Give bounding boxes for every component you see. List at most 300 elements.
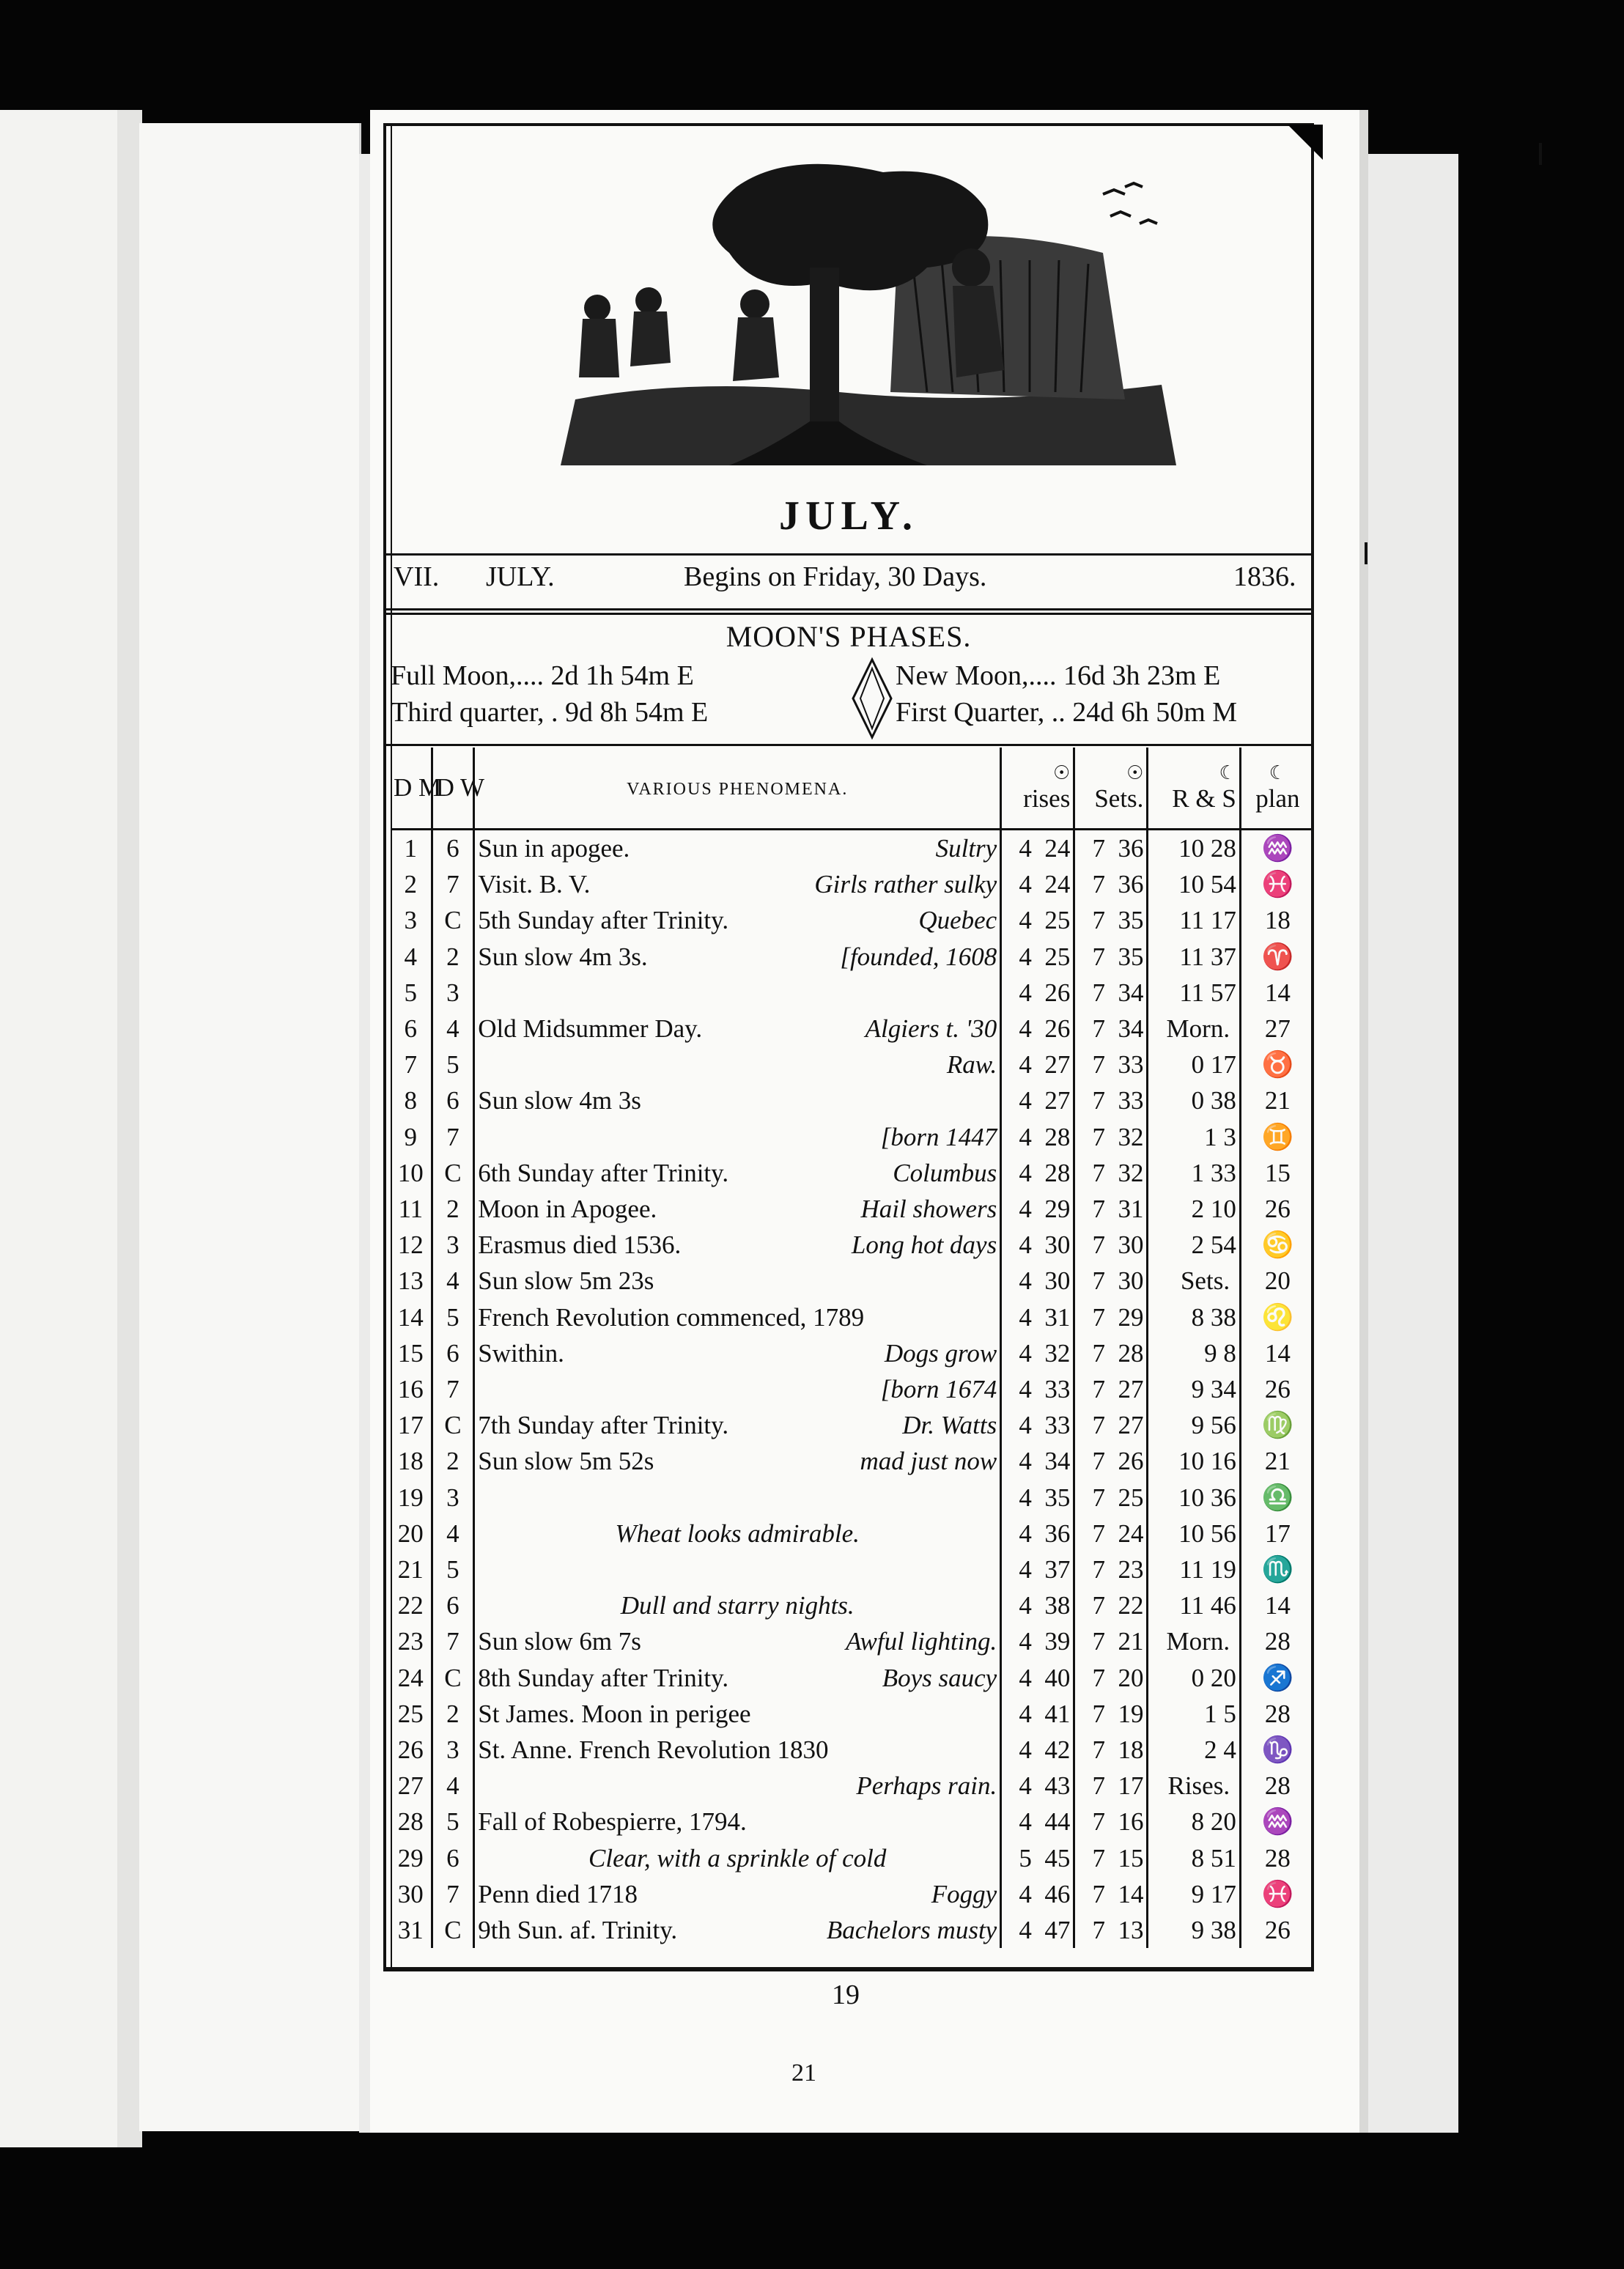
day-of-month: 31 <box>391 1912 432 1948</box>
day-of-week: 4 <box>432 1768 474 1804</box>
moon-place-cell: 26 <box>1264 1916 1291 1945</box>
day-of-week: 7 <box>432 1371 474 1407</box>
harvest-woodcut-illustration <box>546 158 1191 480</box>
moon-rise-set-cell: 10 28 <box>1148 830 1240 867</box>
col-header-sun-sets <box>1074 748 1148 830</box>
moon-place-cell: 18 <box>1264 906 1291 935</box>
moon-place-cell: 14 <box>1264 978 1291 1007</box>
moon-rise-set-cell: 1 33 <box>1148 1155 1240 1191</box>
phenomenon-event: Moon in Apogee. <box>478 1195 657 1224</box>
phenomenon-weather: Quebec <box>918 906 997 935</box>
day-of-month: 10 <box>391 1155 432 1191</box>
day-of-month: 19 <box>391 1480 432 1516</box>
sun-rises-cell: 4 33 <box>1001 1371 1074 1407</box>
sun-rises-cell: 4 25 <box>1001 939 1074 975</box>
sun-sets-cell: 7 35 <box>1074 902 1148 938</box>
day-of-month: 22 <box>391 1587 432 1623</box>
moon-place-cell: ♌ <box>1261 1302 1294 1332</box>
table-row <box>391 866 1314 902</box>
moon-place-cell: 20 <box>1264 1266 1291 1296</box>
day-of-month: 1 <box>391 830 432 867</box>
day-of-week: 7 <box>432 866 474 902</box>
moon-rise-set-cell: 10 56 <box>1148 1516 1240 1552</box>
phenomena-cell <box>474 1263 1001 1299</box>
day-of-month: 14 <box>391 1299 432 1335</box>
phenomena-cell <box>474 975 1001 1011</box>
phenomena-cell <box>474 1732 1001 1768</box>
phenomenon-event: Visit. B. V. <box>478 870 591 899</box>
sun-rises-cell: 4 30 <box>1001 1263 1074 1299</box>
moon-place-cell: ♏ <box>1261 1555 1294 1584</box>
moon-place-cell: 28 <box>1264 1627 1291 1656</box>
moon-plan-label: plan <box>1255 784 1300 813</box>
phenomenon-weather: Long hot days <box>851 1231 997 1260</box>
day-of-month: 16 <box>391 1371 432 1407</box>
moon-rs-label: R & S <box>1172 784 1236 813</box>
moon-place-cell: ♑ <box>1261 1735 1294 1765</box>
day-of-week: 7 <box>432 1119 474 1155</box>
moon-place-cell: 27 <box>1264 1014 1291 1044</box>
day-of-month: 27 <box>391 1768 432 1804</box>
sun-sets-cell: 7 13 <box>1074 1912 1148 1948</box>
rule <box>386 553 1311 556</box>
sun-sets-cell: 7 33 <box>1074 1047 1148 1082</box>
phenomenon-weather: Wheat looks admirable. <box>615 1519 860 1548</box>
moon-rise-set-cell: 1 5 <box>1148 1696 1240 1732</box>
sun-sets-cell: 7 25 <box>1074 1480 1148 1516</box>
moon-rise-set-cell: 8 20 <box>1148 1804 1240 1840</box>
phenomenon-weather: Foggy <box>931 1879 997 1908</box>
moon-place-cell: 21 <box>1264 1447 1291 1476</box>
day-of-week: 2 <box>432 1443 474 1479</box>
sun-rises-cell: 4 29 <box>1001 1191 1074 1227</box>
table-row <box>391 1299 1314 1335</box>
day-of-month: 2 <box>391 866 432 902</box>
page-number-bottom: 21 <box>791 2059 816 2087</box>
table-row <box>391 1876 1314 1912</box>
table-row <box>391 1516 1314 1552</box>
phenomenon-event: Sun slow 5m 23s <box>478 1266 654 1296</box>
phenomena-cell <box>474 1840 1001 1876</box>
sun-sets-cell: 7 23 <box>1074 1552 1148 1587</box>
day-of-week: C <box>432 1155 474 1191</box>
moon-place-cell: 17 <box>1264 1519 1291 1548</box>
table-row <box>391 1480 1314 1516</box>
day-of-week: 4 <box>432 1011 474 1047</box>
sun-sets-cell: 7 18 <box>1074 1732 1148 1768</box>
phenomena-cell <box>474 939 1001 975</box>
sun-sets-cell: 7 14 <box>1074 1876 1148 1912</box>
col-header-moon-place <box>1240 748 1314 830</box>
sun-sets-cell: 7 20 <box>1074 1660 1148 1696</box>
phenomenon-event: Swithin. <box>478 1338 564 1368</box>
sun-rises-cell: 4 26 <box>1001 1011 1074 1047</box>
sun-icon: ☉ <box>1053 762 1071 783</box>
moon-rise-set-cell: 2 4 <box>1148 1732 1240 1768</box>
day-of-month: 5 <box>391 975 432 1011</box>
table-row <box>391 1407 1314 1443</box>
day-of-week: 3 <box>432 1227 474 1263</box>
moon-rise-set-cell: 2 54 <box>1148 1227 1240 1263</box>
sun-sets-cell: 7 30 <box>1074 1263 1148 1299</box>
sun-icon: ☉ <box>1126 762 1144 783</box>
day-of-month: 21 <box>391 1552 432 1587</box>
sun-sets-cell: 7 34 <box>1074 1011 1148 1047</box>
table-row <box>391 1443 1314 1479</box>
day-of-week: 4 <box>432 1263 474 1299</box>
phenomena-cell <box>474 1768 1001 1804</box>
phenomena-cell <box>474 1155 1001 1191</box>
day-of-month: 7 <box>391 1047 432 1082</box>
phenomenon-weather: [born 1447 <box>880 1122 997 1151</box>
moon-rise-set-cell: 9 56 <box>1148 1407 1240 1443</box>
sun-rises-cell: 4 36 <box>1001 1516 1074 1552</box>
phenomenon-event: Sun slow 6m 7s <box>478 1627 641 1656</box>
sun-rises-cell: 4 27 <box>1001 1082 1074 1118</box>
sun-rises-cell: 4 40 <box>1001 1660 1074 1696</box>
day-of-week: 5 <box>432 1047 474 1082</box>
col-header-sun-rises <box>1001 748 1074 830</box>
sun-rises-cell: 4 24 <box>1001 866 1074 902</box>
phenomenon-event: 9th Sun. af. Trinity. <box>478 1916 678 1945</box>
table-row <box>391 1155 1314 1191</box>
phenomenon-weather: Dr. Watts <box>902 1411 997 1440</box>
phenomenon-weather: Awful lighting. <box>846 1627 997 1656</box>
moon-rise-set-cell: Morn. <box>1148 1011 1240 1047</box>
phenomenon-weather: [founded, 1608 <box>840 942 997 971</box>
phenomenon-weather: Bachelors musty <box>826 1916 997 1945</box>
phenomenon-event: Sun slow 4m 3s <box>478 1086 641 1115</box>
day-of-week: 6 <box>432 1840 474 1876</box>
day-of-week: C <box>432 902 474 938</box>
sun-rises-cell: 4 34 <box>1001 1443 1074 1479</box>
phenomena-cell <box>474 1082 1001 1118</box>
day-of-week: C <box>432 1912 474 1948</box>
sun-rises-cell: 4 31 <box>1001 1299 1074 1335</box>
phenomena-cell <box>474 1804 1001 1840</box>
sun-rises-cell: 4 25 <box>1001 902 1074 938</box>
moon-icon: ☾ <box>1269 762 1287 783</box>
sun-sets-label: Sets. <box>1094 784 1144 813</box>
col-header-day-of-week: D W <box>432 748 474 830</box>
phenomenon-weather: mad just now <box>860 1447 997 1476</box>
sun-rises-cell: 4 28 <box>1001 1155 1074 1191</box>
sun-rises-cell: 4 38 <box>1001 1587 1074 1623</box>
day-of-week: C <box>432 1407 474 1443</box>
sun-rises-cell: 4 43 <box>1001 1768 1074 1804</box>
phenomenon-weather: Hail showers <box>860 1195 997 1224</box>
day-of-month: 3 <box>391 902 432 938</box>
moon-rise-set-cell: 1 3 <box>1148 1119 1240 1155</box>
day-of-month: 20 <box>391 1516 432 1552</box>
table-row <box>391 1119 1314 1155</box>
sun-rises-cell: 4 41 <box>1001 1696 1074 1732</box>
sun-sets-cell: 7 17 <box>1074 1768 1148 1804</box>
roman-numeral: VII. <box>394 561 440 592</box>
table-row <box>391 830 1314 867</box>
sun-rises-cell: 4 26 <box>1001 975 1074 1011</box>
table-row <box>391 1696 1314 1732</box>
phenomenon-weather: Dogs grow <box>884 1338 997 1368</box>
phenomenon-weather: Sultry <box>935 834 997 863</box>
sun-rises-cell: 4 47 <box>1001 1912 1074 1948</box>
sun-sets-cell: 7 27 <box>1074 1371 1148 1407</box>
sun-sets-cell: 7 21 <box>1074 1623 1148 1659</box>
day-of-week: 4 <box>432 1516 474 1552</box>
phenomena-cell <box>474 902 1001 938</box>
phenomena-cell <box>474 1696 1001 1732</box>
table-row <box>391 1263 1314 1299</box>
sun-rises-cell: 5 45 <box>1001 1840 1074 1876</box>
moon-place-cell: ♉ <box>1261 1050 1294 1080</box>
sun-sets-cell: 7 31 <box>1074 1191 1148 1227</box>
day-of-week: 6 <box>432 830 474 867</box>
moon-place-cell: 21 <box>1264 1086 1291 1115</box>
day-of-week: 3 <box>432 1480 474 1516</box>
moon-rise-set-cell: Sets. <box>1148 1263 1240 1299</box>
phenomenon-event: St. Anne. French Revolution 1830 <box>478 1735 829 1765</box>
moon-place-cell: ♓ <box>1261 870 1294 899</box>
phenomenon-weather: Girls rather sulky <box>814 870 997 899</box>
moon-rise-set-cell: 9 38 <box>1148 1912 1240 1948</box>
table-row <box>391 1371 1314 1407</box>
moon-place-cell: ♋ <box>1261 1231 1294 1260</box>
day-of-week: 2 <box>432 1191 474 1227</box>
table-row <box>391 1191 1314 1227</box>
scan-mark <box>1539 143 1542 165</box>
moon-place-cell: 15 <box>1264 1158 1291 1187</box>
moon-rise-set-cell: 2 10 <box>1148 1191 1240 1227</box>
table-row <box>391 1335 1314 1371</box>
moon-place-cell: ♓ <box>1261 1879 1294 1908</box>
phenomenon-event: 6th Sunday after Trinity. <box>478 1158 729 1187</box>
table-row <box>391 1768 1314 1804</box>
phenomena-cell <box>474 830 1001 867</box>
book-gutter <box>117 110 142 2147</box>
day-of-week: 7 <box>432 1623 474 1659</box>
phenomena-cell <box>474 1876 1001 1912</box>
phenomena-cell <box>474 1516 1001 1552</box>
sun-sets-cell: 7 33 <box>1074 1082 1148 1118</box>
day-of-week: 2 <box>432 939 474 975</box>
moon-rise-set-cell: 9 17 <box>1148 1876 1240 1912</box>
phenomena-cell <box>474 1011 1001 1047</box>
table-row <box>391 902 1314 938</box>
moon-rise-set-cell: 10 16 <box>1148 1443 1240 1479</box>
day-of-week: 7 <box>432 1876 474 1912</box>
day-of-month: 17 <box>391 1407 432 1443</box>
sun-sets-cell: 7 22 <box>1074 1587 1148 1623</box>
phenomena-header-label: VARIOUS PHENOMENA. <box>627 780 849 799</box>
table-row <box>391 1047 1314 1082</box>
moon-place-cell: 14 <box>1264 1591 1291 1620</box>
phenomenon-weather: Clear, with a sprinkle of cold <box>588 1843 887 1873</box>
begins-text: Begins on Friday, 30 Days. <box>684 561 987 592</box>
table-row <box>391 975 1314 1011</box>
day-of-month: 24 <box>391 1660 432 1696</box>
moon-rise-set-cell: 10 36 <box>1148 1480 1240 1516</box>
table-row <box>391 1623 1314 1659</box>
phenomenon-weather: Columbus <box>893 1158 997 1187</box>
phenomena-cell <box>474 1191 1001 1227</box>
moon-place-cell: ♈ <box>1261 942 1294 971</box>
sun-rises-cell: 4 46 <box>1001 1876 1074 1912</box>
day-of-week: 6 <box>432 1335 474 1371</box>
moon-rise-set-cell: 0 20 <box>1148 1660 1240 1696</box>
phenomena-cell <box>474 1227 1001 1263</box>
day-of-week: 3 <box>432 975 474 1011</box>
sun-sets-cell: 7 24 <box>1074 1516 1148 1552</box>
day-of-month: 8 <box>391 1082 432 1118</box>
moon-rise-set-cell: 11 17 <box>1148 902 1240 938</box>
phenomena-cell <box>474 1299 1001 1335</box>
phenomena-cell <box>474 1552 1001 1587</box>
rule <box>386 744 1311 746</box>
day-of-week: C <box>432 1660 474 1696</box>
phenomena-cell <box>474 1443 1001 1479</box>
sun-sets-cell: 7 19 <box>1074 1696 1148 1732</box>
table-row <box>391 1840 1314 1876</box>
sun-sets-cell: 7 15 <box>1074 1840 1148 1876</box>
sun-rises-cell: 4 35 <box>1001 1480 1074 1516</box>
moon-rise-set-cell: 9 8 <box>1148 1335 1240 1371</box>
phenomena-cell <box>474 1119 1001 1155</box>
sun-rises-cell: 4 30 <box>1001 1227 1074 1263</box>
table-row <box>391 1011 1314 1047</box>
month-label: JULY. <box>486 561 555 592</box>
day-of-month: 23 <box>391 1623 432 1659</box>
table-row <box>391 1732 1314 1768</box>
moon-icon: ☾ <box>1219 762 1236 783</box>
phenomenon-event: Sun slow 4m 3s. <box>478 942 648 971</box>
phenomenon-event: Erasmus died 1536. <box>478 1231 682 1260</box>
moon-place-cell: ♊ <box>1261 1122 1294 1151</box>
phenomenon-event: 5th Sunday after Trinity. <box>478 906 729 935</box>
phenomena-cell <box>474 1407 1001 1443</box>
day-of-week: 5 <box>432 1552 474 1587</box>
moon-place-cell: 26 <box>1264 1375 1291 1404</box>
phenomenon-event: 7th Sunday after Trinity. <box>478 1411 729 1440</box>
day-of-month: 28 <box>391 1804 432 1840</box>
table-header-row <box>391 748 1314 830</box>
day-of-week: 3 <box>432 1732 474 1768</box>
phenomenon-weather: [born 1674 <box>880 1375 997 1404</box>
table-row <box>391 1552 1314 1587</box>
moon-rise-set-cell: 11 46 <box>1148 1587 1240 1623</box>
page-number: 19 <box>832 1980 860 2010</box>
sun-sets-cell: 7 29 <box>1074 1299 1148 1335</box>
moon-rise-set-cell: Rises. <box>1148 1768 1240 1804</box>
moon-place-cell: ♎ <box>1261 1483 1294 1512</box>
col-header-moon-rise-set <box>1148 748 1240 830</box>
phenomenon-event: Old Midsummer Day. <box>478 1014 703 1044</box>
table-row <box>391 1660 1314 1696</box>
left-page-inner <box>139 123 361 2131</box>
day-of-month: 18 <box>391 1443 432 1479</box>
moon-place-cell: ♍ <box>1261 1411 1294 1440</box>
moon-phases-title: MOON'S PHASES. <box>726 620 972 653</box>
moon-rise-set-cell: 11 57 <box>1148 975 1240 1011</box>
moon-rise-set-cell: 11 19 <box>1148 1552 1240 1587</box>
left-page-edge <box>0 110 125 2147</box>
rule <box>386 613 1311 615</box>
day-of-month: 9 <box>391 1119 432 1155</box>
sun-rises-cell: 4 24 <box>1001 830 1074 867</box>
year: 1836. <box>1233 561 1296 592</box>
ornament-diamond-icon <box>850 658 894 739</box>
sun-sets-cell: 7 34 <box>1074 975 1148 1011</box>
moon-rise-set-cell: 0 17 <box>1148 1047 1240 1082</box>
phenomenon-event: Sun in apogee. <box>478 834 630 863</box>
month-header-row <box>391 561 1314 605</box>
phenomenon-weather: Perhaps rain. <box>856 1771 997 1801</box>
day-of-month: 30 <box>391 1876 432 1912</box>
sun-sets-cell: 7 32 <box>1074 1155 1148 1191</box>
moon-place-cell: ♒ <box>1261 834 1294 863</box>
moon-place-cell: 28 <box>1264 1843 1291 1873</box>
sun-sets-cell: 7 26 <box>1074 1443 1148 1479</box>
rule <box>386 608 1311 610</box>
phenomena-cell <box>474 1587 1001 1623</box>
month-title: JULY. <box>779 493 918 539</box>
page-frame-bottom <box>383 1969 1314 1971</box>
moon-place-cell: ♒ <box>1261 1807 1294 1837</box>
phenomenon-event: Sun slow 5m 52s <box>478 1447 654 1476</box>
phenomenon-weather: Boys saucy <box>882 1663 997 1692</box>
phase-full-moon: Full Moon,.... 2d 1h 54m E <box>391 660 694 691</box>
day-of-month: 26 <box>391 1732 432 1768</box>
sun-sets-cell: 7 35 <box>1074 939 1148 975</box>
phenomenon-weather: Raw. <box>946 1050 997 1080</box>
moon-rise-set-cell: 11 37 <box>1148 939 1240 975</box>
sun-sets-cell: 7 32 <box>1074 1119 1148 1155</box>
phenomena-cell <box>474 1912 1001 1948</box>
calendar-table <box>391 748 1314 1948</box>
scan-mark <box>1365 542 1368 564</box>
day-of-month: 29 <box>391 1840 432 1876</box>
day-of-week: 6 <box>432 1082 474 1118</box>
day-of-week: 5 <box>432 1804 474 1840</box>
phenomena-cell <box>474 1660 1001 1696</box>
moon-rise-set-cell: 8 38 <box>1148 1299 1240 1335</box>
day-of-month: 12 <box>391 1227 432 1263</box>
moon-rise-set-cell: 9 34 <box>1148 1371 1240 1407</box>
phenomena-cell <box>474 866 1001 902</box>
sun-rises-cell: 4 32 <box>1001 1335 1074 1371</box>
moon-rise-set-cell: 0 38 <box>1148 1082 1240 1118</box>
day-of-week: 2 <box>432 1696 474 1732</box>
moon-place-cell: 14 <box>1264 1338 1291 1368</box>
phenomena-cell <box>474 1371 1001 1407</box>
sun-rises-cell: 4 27 <box>1001 1047 1074 1082</box>
sun-rises-cell: 4 37 <box>1001 1552 1074 1587</box>
table-row <box>391 1227 1314 1263</box>
phenomena-cell <box>474 1335 1001 1371</box>
sun-rises-cell: 4 28 <box>1001 1119 1074 1155</box>
phase-third-quarter: Third quarter, . 9d 8h 54m E <box>391 697 709 728</box>
day-of-month: 13 <box>391 1263 432 1299</box>
day-of-week: 5 <box>432 1299 474 1335</box>
sun-sets-cell: 7 30 <box>1074 1227 1148 1263</box>
sun-sets-cell: 7 28 <box>1074 1335 1148 1371</box>
phenomenon-weather: Algiers t. '30 <box>865 1014 997 1044</box>
phenomenon-weather: Dull and starry nights. <box>620 1591 855 1620</box>
day-of-month: 6 <box>391 1011 432 1047</box>
day-of-month: 11 <box>391 1191 432 1227</box>
day-of-week: 6 <box>432 1587 474 1623</box>
sun-rises-label: rises <box>1023 784 1071 813</box>
phenomenon-event: St James. Moon in perigee <box>478 1699 751 1728</box>
